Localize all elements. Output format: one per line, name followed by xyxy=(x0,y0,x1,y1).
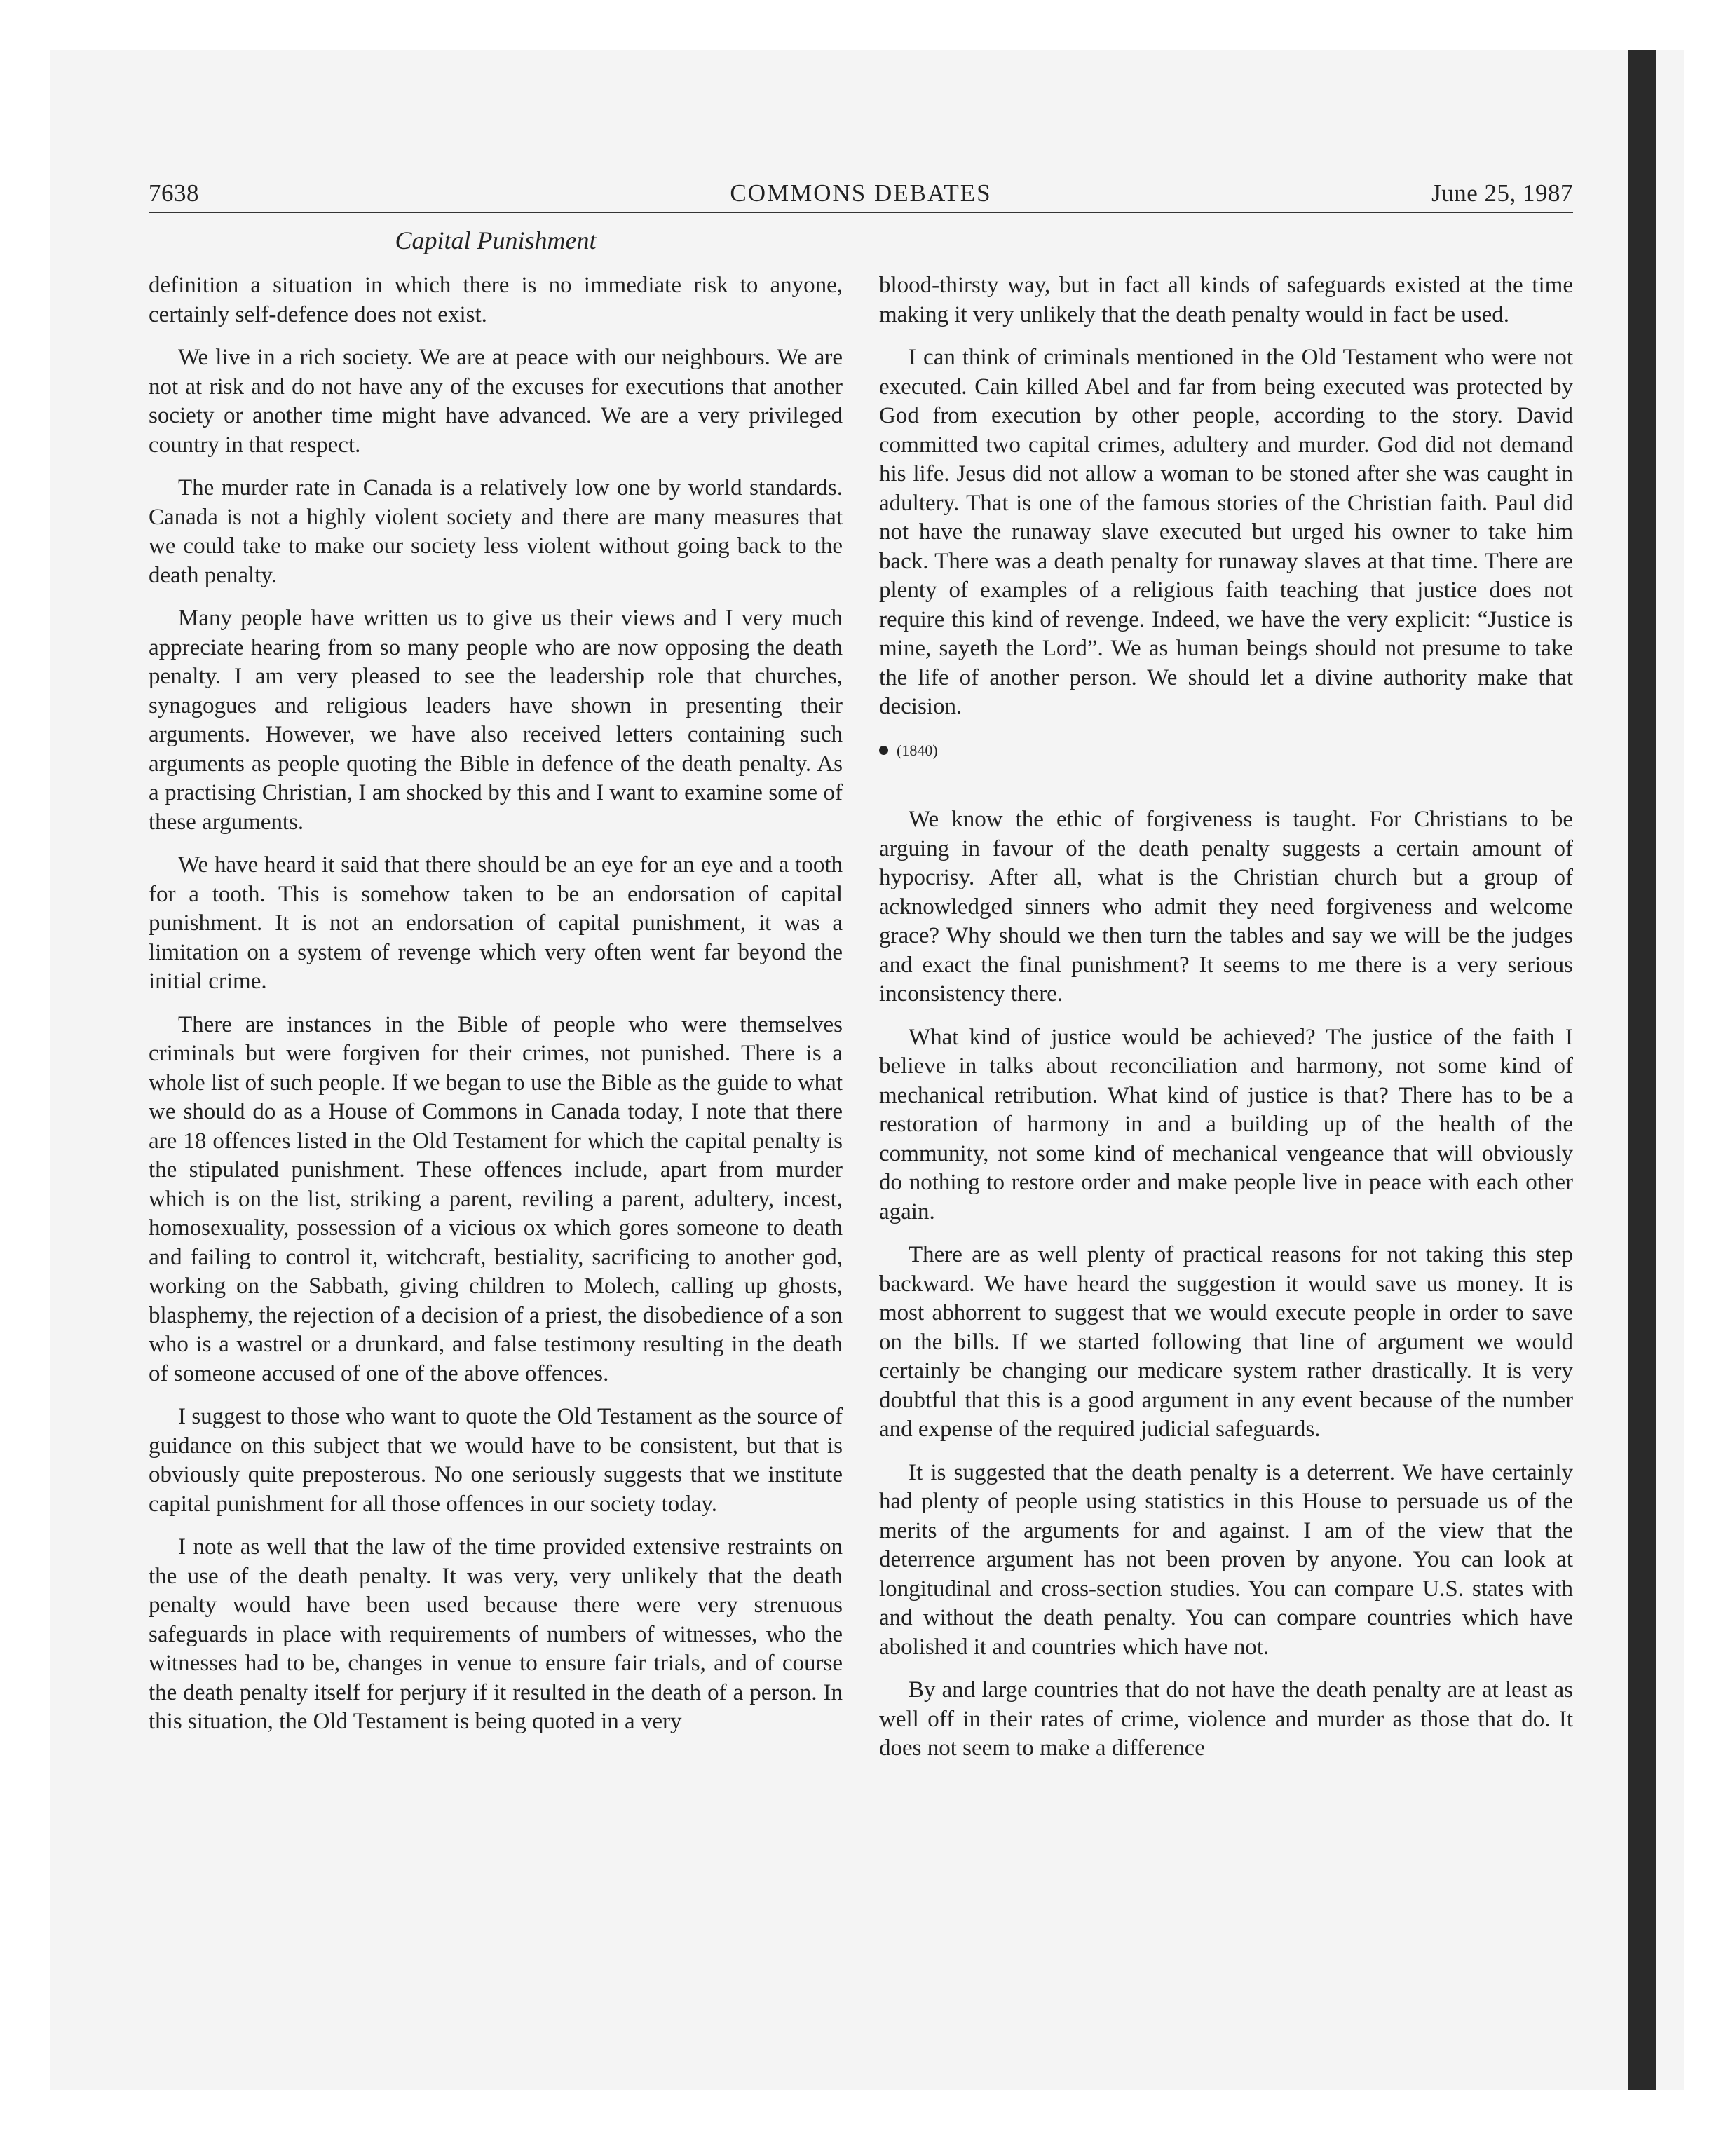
paragraph: We know the ethic of forgiveness is taught. For Christians to be arguing in favour of the death penalty suggests a certain amount of hypocrisy. After all, what is the Christian church but a group of acknowledged sinners who admit they need forgiveness and welcome grace? Why should we then turn the tables and say we will be the judges and exact the final punishment? It seems to me there is a very serious inconsistency there. xyxy=(879,807,1573,1007)
time-marker xyxy=(879,736,1573,765)
paragraph: I suggest to those who want to quote the Old Testament as the source of guidance on this subject that we would have to be consistent, but that is obviously quite preposterous. No one seriously suggests that we institute capital punishment for all those offences in our society today. xyxy=(149,1404,843,1517)
paragraph: It is suggested that the death penalty is a deterrent. We have certainly had plenty of people using statistics in this House to persuade us of the merits of the arguments for and against. I am of the view that the deterrence argument has not been proven by anyone. You can look at longitudinal and cross-section studies. You can compare U.S. states with and without the death penalty. You can compare countries which have abolished it and countries which have not. xyxy=(879,1459,1573,1660)
paragraph: The murder rate in Canada is a relatively low one by world standards. Canada is not a highly violent society and there are many measures that we could take to make our society less violent without going back to the death penalty. xyxy=(149,475,843,588)
paragraph: blood-thirsty way, but in fact all kinds of safeguards existed at the time making it very unlikely that the death penalty would in fact be used. xyxy=(879,273,1573,327)
page-number: 7638 xyxy=(149,179,199,207)
paragraph: definition a situation in which there is no immediate risk to anyone, certainly self-defence does not exist. xyxy=(149,273,843,327)
paragraph: I can think of criminals mentioned in the Old Testament who were not executed. Cain killed Abel and far from being executed was protected by God from execution by other people, according to the story. David committed two capital crimes, adultery and murder. God did not demand his life. Jesus did not allow a woman to be stoned after she was caught in adultery. That is one of the famous stories of the Christian faith. Paul did not have the runaway slave executed but urged his owner to take him back. There was a death penalty for runaway slaves at that time. There are plenty of examples of a religious faith teaching that justice does not require this kind of revenge. Indeed, we have the very explicit: “Justice is mine, sayeth the Lord”. We as human beings should not presume to take the life of another person. We should let a divine authority make that decision. xyxy=(879,345,1573,719)
paragraph: Many people have written us to give us their views and I very much appreciate hearing from so many people who are now opposing the death penalty. I am very pleased to see the leadership role that churches, synagogues and religious leaders have shown in presenting their arguments. However, we have also received letters containing such arguments as people quoting the Bible in defence of the death penalty. As a practising Christian, I am shocked by this and I want to examine some of these arguments. xyxy=(149,606,843,835)
publication-title: COMMONS DEBATES xyxy=(730,179,992,207)
section-title: Capital Punishment xyxy=(395,226,597,254)
left-column xyxy=(149,271,843,1751)
bullet-dot-icon xyxy=(879,746,888,755)
paragraph: There are instances in the Bible of people who were themselves criminals but were forgiven for their crimes, not punished. There is a whole list of such people. If we began to use the Bible as the guide to what we should do as a House of Commons in Canada today, I note that there are 18 offences listed in the Old Testament for which the capital penalty is the stipulated punishment. These offences include, apart from murder which is on the list, striking a parent, reviling a parent, adultery, incest, homosexuality, possession of a vicious ox which gores someone to death and failing to control it, witchcraft, bestiality, sacrificing to another god, working on the Sabbath, giving children to Molech, calling up ghosts, blasphemy, the rejection of a decision of a priest, the disobedience of a son who is a wastrel or a drunkard, and false testimony resulting in the death of someone accused of one of the above offences. xyxy=(149,1011,843,1386)
scan-edge-shadow xyxy=(1628,50,1656,2090)
time-marker-label: (1840) xyxy=(897,741,938,759)
paragraph: By and large countries that do not have the death penalty are at least as well off in their rates of crime, violence and murder as those that do. It does not seem to make a difference xyxy=(879,1677,1573,1761)
publication-date: June 25, 1987 xyxy=(1431,179,1573,207)
paragraph: I note as well that the law of the time provided extensive restraints on the use of the death penalty. It was very, very unlikely that the death penalty would have been used because there were very strenuous safeguards in place with requirements of numbers of witnesses, who the witnesses had to be, changes in venue to ensure fair trials, and of course the death penalty itself for perjury if it resulted in the death of a person. In this situation, the Old Testament is being quoted in a very xyxy=(149,1534,843,1734)
paragraph: We live in a rich society. We are at peace with our neighbours. We are not at risk and do not have any of the excuses for executions that another society or another time might have advanced. We are a very privileged country in that respect. xyxy=(149,345,843,458)
paragraph: We have heard it said that there should be an eye for an eye and a tooth for a tooth. This is somehow taken to be an endorsation of capital punishment. It is not an endorsation of capital punishment, it was a limitation on a system of revenge which very often went far beyond the initial crime. xyxy=(149,852,843,994)
right-column xyxy=(879,271,1573,1778)
page-header xyxy=(149,177,1573,213)
paragraph: There are as well plenty of practical reasons for not taking this step backward. We have heard the suggestion it would save us money. It is most abhorrent to suggest that we would execute people in order to save on the bills. If we started following that line of argument we would certainly be changing our medicare system rather drastically. It is very doubtful that this is a good argument in any event because of the number and expense of the required judicial safeguards. xyxy=(879,1242,1573,1442)
paragraph: What kind of justice would be achieved? The justice of the faith I believe in talks about reconciliation and harmony, not some kind of mechanical retribution. What kind of justice is that? There has to be a restoration of harmony in and a building up of the health of the community, not some kind of mechanical vengeance that will obviously do nothing to restore order and make people live in peace with each other again. xyxy=(879,1024,1573,1224)
